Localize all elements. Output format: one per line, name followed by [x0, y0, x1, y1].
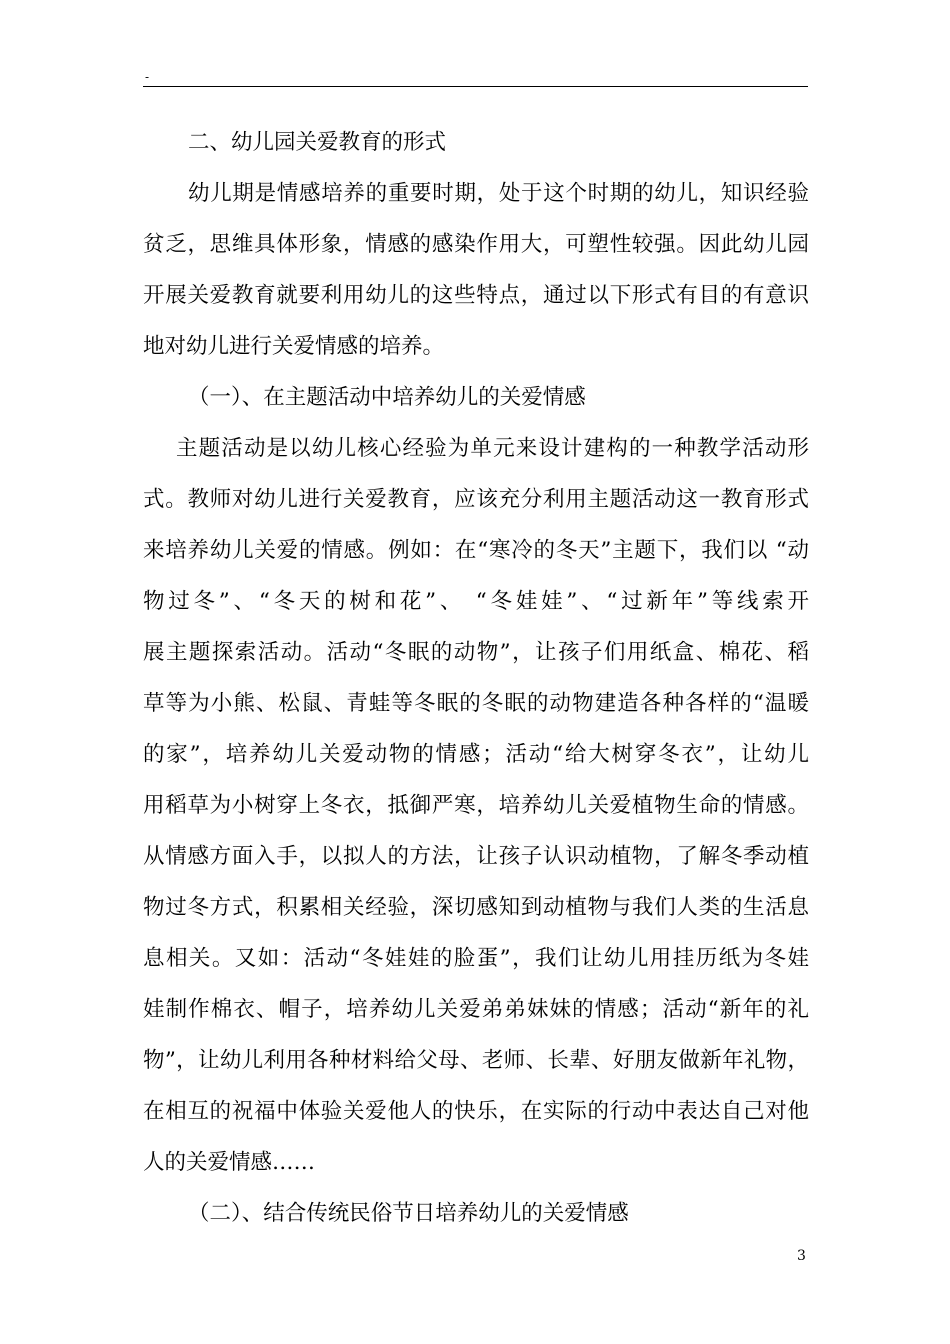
- section-heading: 二、幼儿园关爱教育的形式: [188, 130, 447, 155]
- text-line: 物”，让幼儿利用各种材料给父母、老师、长辈、好朋友做新年礼物，: [143, 1048, 809, 1073]
- text-line: 用稻草为小树穿上冬衣，抵御严寒，培养幼儿关爱植物生命的情感。: [143, 793, 809, 818]
- text-line: 幼儿期是情感培养的重要时期，处于这个时期的幼儿，知识经验: [188, 181, 809, 206]
- text-line: （二）、结合传统民俗节日培养幼儿的关爱情感: [188, 1201, 629, 1226]
- text-line: 物过冬”、“冬天的树和花”、 “冬娃娃”、“过新年”等线索开: [143, 589, 809, 614]
- text-line: 展主题探索活动。活动“冬眠的动物”，让孩子们用纸盒、棉花、稻: [143, 640, 809, 665]
- text-line: 在相互的祝福中体验关爱他人的快乐，在实际的行动中表达自己对他: [143, 1099, 809, 1124]
- header-rule: [143, 86, 808, 87]
- text-line: 娃制作棉衣、帽子，培养幼儿关爱弟弟妹妹的情感；活动“新年的礼: [143, 997, 809, 1022]
- text-line: 的家”，培养幼儿关爱动物的情感；活动“给大树穿冬衣”，让幼儿: [143, 742, 809, 767]
- text-line: 息相关。又如：活动“冬娃娃的脸蛋”，我们让幼儿用挂历纸为冬娃: [143, 946, 809, 971]
- text-line: （一）、在主题活动中培养幼儿的关爱情感: [188, 385, 586, 410]
- text-line: 从情感方面入手，以拟人的方法，让孩子认识动植物，了解冬季动植: [143, 844, 809, 869]
- page-number: 3: [797, 1248, 806, 1264]
- text-line: 开展关爱教育就要利用幼儿的这些特点，通过以下形式有目的有意识: [143, 283, 809, 308]
- header-mark: -: [145, 70, 150, 84]
- text-line: 人的关爱情感……: [143, 1150, 316, 1175]
- text-line: 贫乏，思维具体形象，情感的感染作用大，可塑性较强。因此幼儿园: [143, 232, 809, 257]
- document-body: [143, 117, 809, 1239]
- text-line: 地对幼儿进行关爱情感的培养。: [143, 334, 445, 359]
- text-line: 来培养幼儿关爱的情感。例如：在“寒冷的冬天”主题下，我们以 “动: [143, 538, 809, 563]
- text-line: 主题活动是以幼儿核心经验为单元来设计建构的一种教学活动形: [176, 436, 809, 461]
- text-line: 草等为小熊、松鼠、青蛙等冬眠的冬眠的动物建造各种各样的“温暖: [143, 691, 809, 716]
- text-line: 物过冬方式，积累相关经验，深切感知到动植物与我们人类的生活息: [143, 895, 809, 920]
- text-line: 式。教师对幼儿进行关爱教育，应该充分利用主题活动这一教育形式: [143, 487, 809, 512]
